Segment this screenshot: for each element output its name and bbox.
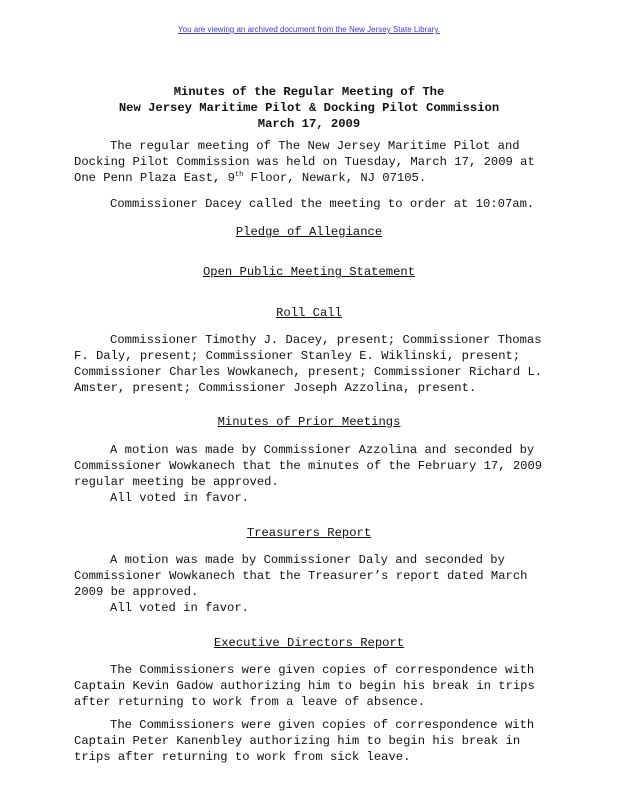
call-to-order-text: Commissioner Dacey called the meeting to order at 10:07am. <box>110 197 535 211</box>
exec1-line-1: The Commissioners were given copies of correspondence with <box>110 663 535 677</box>
intro-line-1: The regular meeting of The New Jersey Maritime Pilot and <box>110 139 520 153</box>
intro-paragraph <box>74 138 574 186</box>
open-meeting-heading: Open Public Meeting Statement <box>202 265 416 279</box>
minutes-line-1: A motion was made by Commissioner Azzolina and seconded by <box>110 443 535 457</box>
title-line-2: New Jersey Maritime Pilot & Docking Pilot Commission <box>118 101 500 115</box>
treasurer-heading: Treasurers Report <box>246 526 372 540</box>
treasurer-paragraph <box>74 552 574 616</box>
exec1-line-3: after returning to work from a leave of absence. <box>74 695 426 709</box>
roll-call-line-2: F. Daly, present; Commissioner Stanley E. Wiklinski, present; <box>74 349 521 363</box>
exec2-line-1: The Commissioners were given copies of correspondence with <box>110 718 535 732</box>
treasurer-line-1: A motion was made by Commissioner Daly and seconded by <box>110 553 505 567</box>
roll-call-line-1: Commissioner Timothy J. Dacey, present; Commissioner Thomas <box>110 333 542 347</box>
call-to-order-paragraph <box>74 196 574 212</box>
minutes-line-4: All voted in favor. <box>110 491 249 505</box>
minutes-line-3: regular meeting be approved. <box>74 475 279 489</box>
exec2-line-2: Captain Peter Kanenbley authorizing him to begin his break in <box>74 734 521 748</box>
exec-heading: Executive Directors Report <box>213 636 405 650</box>
intro-line-3: One Penn Plaza East, 9th Floor, Newark, NJ 07105. <box>74 171 427 185</box>
exec-paragraph-2 <box>74 717 574 765</box>
intro-line-2: Docking Pilot Commission was held on Tuesday, March 17, 2009 at <box>74 155 535 169</box>
roll-call-paragraph <box>74 332 574 396</box>
treasurer-line-4: All voted in favor. <box>110 601 249 615</box>
title-line-1: Minutes of the Regular Meeting of The <box>173 85 445 99</box>
document-title <box>0 84 618 132</box>
minutes-line-2: Commissioner Wowkanech that the minutes of the February 17, 2009 <box>74 459 543 473</box>
archive-notice-link[interactable]: You are viewing an archived document from the New Jersey State Library. <box>178 25 440 34</box>
minutes-heading: Minutes of Prior Meetings <box>217 415 401 429</box>
pledge-heading: Pledge of Allegiance <box>235 225 383 239</box>
roll-call-line-4: Amster, present; Commissioner Joseph Azzolina, present. <box>74 381 477 395</box>
exec-paragraph-1 <box>74 662 574 710</box>
treasurer-line-2: Commissioner Wowkanech that the Treasurer’s report dated March <box>74 569 528 583</box>
treasurer-line-3: 2009 be approved. <box>74 585 199 599</box>
title-line-3: March 17, 2009 <box>257 117 361 131</box>
exec2-line-3: trips after returning to work from sick leave. <box>74 750 411 764</box>
roll-call-line-3: Commissioner Charles Wowkanech, present; Commissioner Richard L. <box>74 365 543 379</box>
minutes-paragraph <box>74 442 574 506</box>
exec1-line-2: Captain Kevin Gadow authorizing him to begin his break in trips <box>74 679 535 693</box>
roll-call-heading: Roll Call <box>276 306 342 320</box>
